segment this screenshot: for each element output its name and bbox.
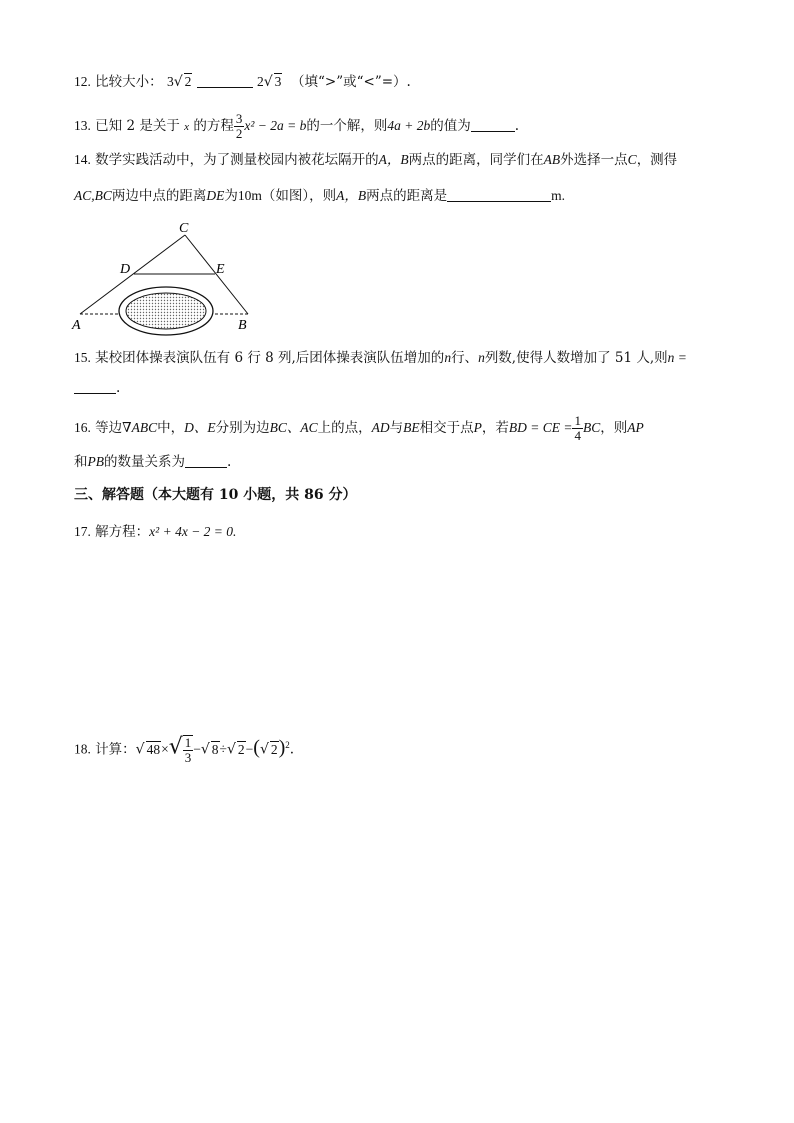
q16-text-6: 相交于点 — [419, 420, 474, 436]
question-13 — [74, 112, 724, 141]
answer-blank-14[interactable] — [447, 187, 551, 202]
q16-ap: AP — [627, 420, 644, 435]
q14-text-1d: ，测得 — [636, 152, 678, 168]
question-16-line-2 — [74, 452, 724, 472]
q12-text: 比较大小： — [95, 74, 163, 90]
q13-var: x — [184, 121, 190, 133]
q16-fraction — [572, 414, 583, 443]
q13-expression: 4a + 2b — [387, 118, 431, 133]
q16-ad: AD — [371, 420, 390, 435]
q12-number: 12. — [74, 74, 91, 89]
q16-line2-a: 和 — [74, 454, 88, 470]
q18-end: . — [289, 741, 295, 758]
q15-text-1: 某校团体操表演队伍有 6 行 8 列,后团体操表演队伍增加的 — [95, 350, 445, 366]
q16-bc: BC、AC — [269, 420, 318, 435]
question-12 — [74, 72, 724, 92]
q13-text-4: 的值为 — [430, 118, 471, 134]
q16-pb: PB — [87, 454, 104, 469]
answer-blank-15[interactable] — [74, 379, 116, 394]
label-d: D — [120, 262, 131, 277]
label-b: B — [238, 318, 247, 333]
q14-acbc: AC,BC — [74, 188, 112, 203]
question-18 — [74, 730, 724, 765]
q13-frac-num: 3 — [235, 111, 243, 126]
q16-text-4: 上的点， — [317, 420, 372, 436]
q12-b-radicand: 3 — [274, 74, 282, 89]
q16-line2-b: 的数量关系为 — [104, 454, 185, 470]
question-15-line-2 — [74, 378, 724, 398]
q18-minus: − — [193, 741, 201, 757]
q14-ab3: A，B — [336, 188, 367, 203]
radical-sign: √ — [173, 74, 183, 90]
q13-text-3: 的一个解，则 — [306, 118, 388, 134]
q14-ab: A，B — [378, 152, 409, 167]
q15-n3: n = — [667, 350, 687, 365]
q14-text-1c: 外选择一点 — [560, 152, 628, 168]
q16-text-2: 中， — [157, 420, 185, 436]
q16-bc2: BC — [582, 420, 601, 435]
radical-sign: √ — [263, 74, 273, 90]
q14-c: C — [627, 152, 637, 167]
q14-number: 14. — [74, 152, 91, 167]
q18-frac-num: 1 — [184, 735, 192, 750]
question-16-line-1 — [74, 414, 724, 443]
radical-sign: √ — [135, 741, 145, 758]
q15-text-1c: 列数,使得人数增加了 51 人,则 — [484, 350, 668, 366]
q16-end: . — [227, 454, 232, 470]
q16-frac-num: 1 — [574, 413, 581, 428]
q12-b-coef: 2 — [256, 74, 264, 89]
q16-text-5: 与 — [389, 420, 404, 436]
q17-equation: x² + 4x − 2 = 0. — [149, 524, 237, 539]
q17-number: 17. — [74, 524, 91, 539]
q12-a-coef: 3 — [166, 74, 174, 89]
q14-text-2e: 两点的距离是 — [366, 188, 448, 204]
question-15-line-1 — [74, 348, 724, 368]
question-14-line-2 — [74, 186, 724, 206]
flowerbed-inner — [126, 293, 206, 329]
label-a: A — [72, 318, 81, 333]
q18-frac-den: 3 — [184, 750, 192, 765]
q16-number: 16. — [74, 420, 91, 435]
triangle-figure — [70, 218, 270, 336]
q18-exponent: 2 — [285, 740, 290, 750]
q18-fraction — [183, 735, 194, 765]
radical-sign-large: √ — [168, 734, 183, 760]
q13-end: . — [514, 118, 520, 134]
q16-text-1: 等边 — [95, 420, 123, 436]
q16-text-3: 分别为边 — [215, 420, 270, 436]
q16-text-8: ，则 — [600, 420, 628, 436]
section-heading: 三、解答题（本大题有 10 小题，共 86 分） — [74, 487, 357, 503]
q18-times: × — [161, 741, 169, 757]
q18-radicand-4: 2 — [270, 741, 278, 757]
q16-p: P — [473, 420, 482, 435]
q14-text-1b: 两点的距离，同学们在 — [408, 152, 544, 168]
q14-text-1: 数学实践活动中，为了测量校园内被花坛隔开的 — [95, 152, 379, 168]
open-paren: ( — [253, 736, 260, 759]
close-paren: ) — [278, 736, 286, 759]
q18-radicand-2: 8 — [211, 741, 219, 757]
q16-de: D、E — [184, 420, 216, 435]
q14-unit: m. — [551, 188, 566, 203]
q18-radicand-3: 2 — [237, 741, 245, 757]
q16-frac-den: 4 — [574, 428, 581, 443]
q13-fraction — [234, 112, 245, 141]
q13-number: 13. — [74, 118, 91, 133]
q13-text-1: 已知 2 是关于 — [95, 118, 180, 134]
q16-text-7: ，若 — [481, 420, 509, 436]
q18-text: 计算： — [95, 741, 136, 758]
answer-blank-13[interactable] — [471, 117, 515, 132]
q16-be: BE — [403, 420, 420, 435]
q14-ab2: AB — [543, 152, 561, 167]
question-14-line-1 — [74, 150, 724, 170]
q12-hint: （填“>”或“<”=）. — [291, 74, 411, 90]
q13-frac-den: 2 — [235, 126, 243, 141]
q15-n1: n — [444, 350, 452, 365]
q14-text-2d: （如图），则 — [261, 188, 337, 204]
radical-sign: √ — [200, 741, 210, 758]
answer-blank-12[interactable] — [197, 73, 253, 88]
q12-a-radicand: 2 — [184, 74, 192, 89]
question-17 — [74, 522, 724, 542]
radical-sign: √ — [226, 741, 236, 758]
q14-text-2b: 两边中点的距离 — [111, 188, 207, 204]
q15-number: 15. — [74, 350, 91, 365]
q13-equation: x² − 2a = b — [244, 118, 307, 133]
label-e: E — [216, 262, 225, 277]
q16-triangle: ∇ABC — [122, 420, 158, 435]
answer-blank-16[interactable] — [185, 453, 227, 468]
q13-text-2: 的方程 — [193, 118, 234, 134]
q14-de: DE — [206, 188, 225, 203]
radical-sign: √ — [259, 741, 269, 758]
q15-n2: n — [478, 350, 485, 365]
label-c: C — [179, 221, 189, 236]
q18-minus-2: − — [245, 741, 254, 757]
q14-text-2c: 为 — [224, 188, 238, 204]
q18-radicand-1: 48 — [146, 741, 161, 757]
q14-distance: 10m — [237, 188, 262, 203]
q16-equation: BD = CE = — [508, 420, 573, 435]
q17-text: 解方程： — [95, 524, 150, 540]
q15-end: . — [116, 380, 121, 396]
q15-text-1b: 行、 — [451, 350, 479, 366]
q18-div: ÷ — [219, 741, 227, 757]
q18-number: 18. — [74, 741, 91, 757]
